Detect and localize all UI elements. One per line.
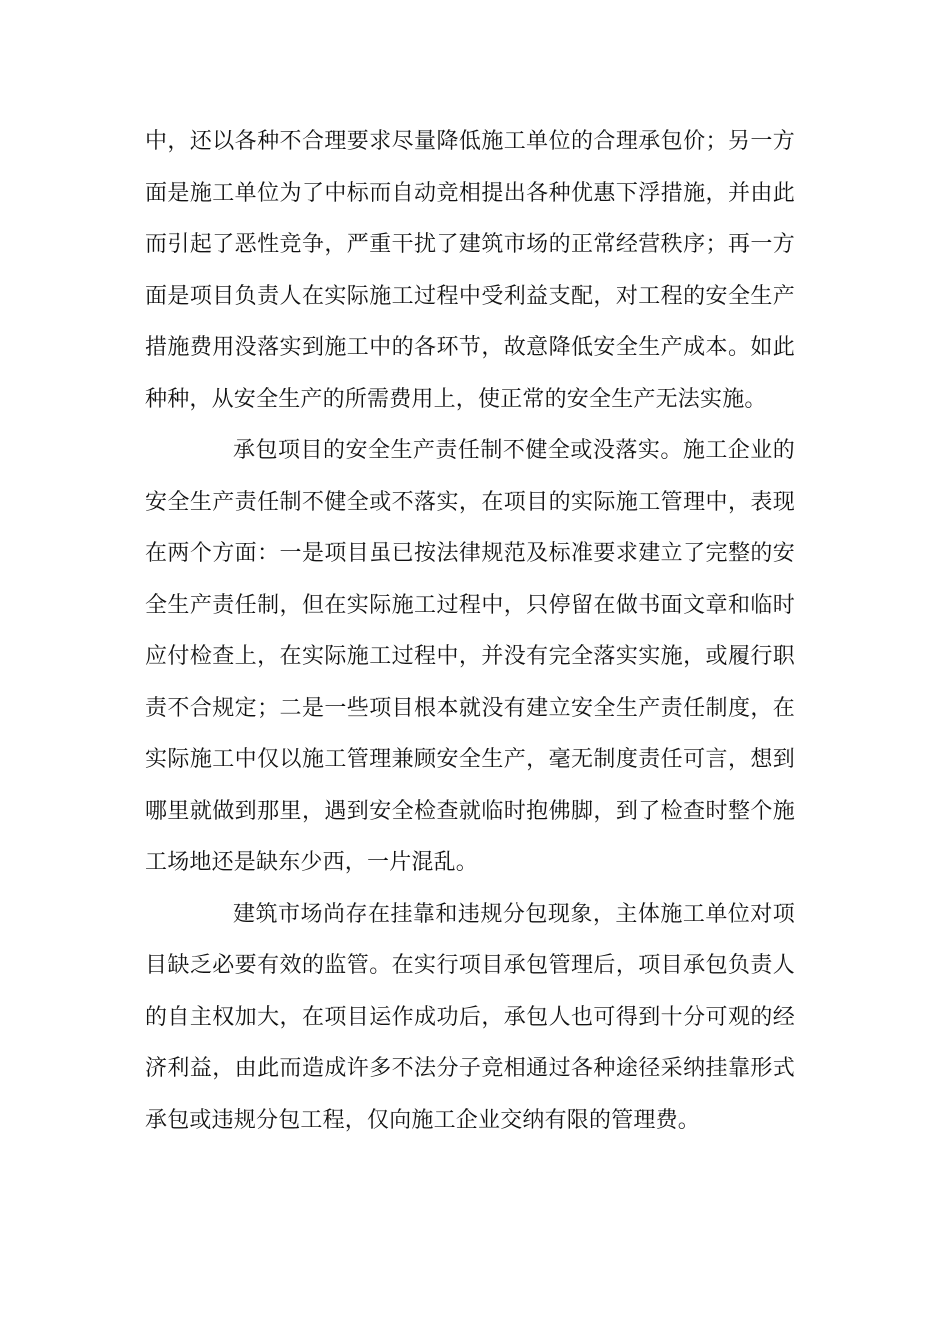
document-body [145,116,795,1146]
paragraph-subcontracting: 建筑市场尚存在挂靠和违规分包现象，主体施工单位对项目缺乏必要有效的监管。在实行项目承包管理后，项目承包负责人的自主权加大，在项目运作成功后，承包人也可得到十分可观的经济利益，由此而造成许多不法分子竞相通过各种途径采纳挂靠形式承包或违规分包工程，仅向施工企业交纳有限的管理费。 [145,901,795,1133]
paragraph-responsibility-system: 承包项目的安全生产责任制不健全或没落实。施工企业的安全生产责任制不健全或不落实，在项目的实际施工管理中，表现在两个方面：一是项目虽已按法律规范及标准要求建立了完整的安全生产责任制，但在实际施工过程中，只停留在做书面文章和临时应付检查上，在实际施工过程中，并没有完全落实实施，或履行职责不合规定；二是一些项目根本就没有建立安全生产责任制度，在实际施工中仅以施工管理兼顾安全生产，毫无制度责任可言，想到哪里就做到那里，遇到安全检查就临时抱佛脚，到了检查时整个施工场地还是缺东少西，一片混乱。 [145,438,795,875]
paragraph-continuation: 中，还以各种不合理要求尽量降低施工单位的合理承包价；另一方面是施工单位为了中标而自动竞相提出各种优惠下浮措施，并由此而引起了恶性竞争，严重干扰了建筑市场的正常经营秩序；再一方面是项目负责人在实际施工过程中受利益支配，对工程的安全生产措施费用没落实到施工中的各环节，故意降低安全生产成本。如此种种，从安全生产的所需费用上，使正常的安全生产无法实施。 [145,129,795,412]
